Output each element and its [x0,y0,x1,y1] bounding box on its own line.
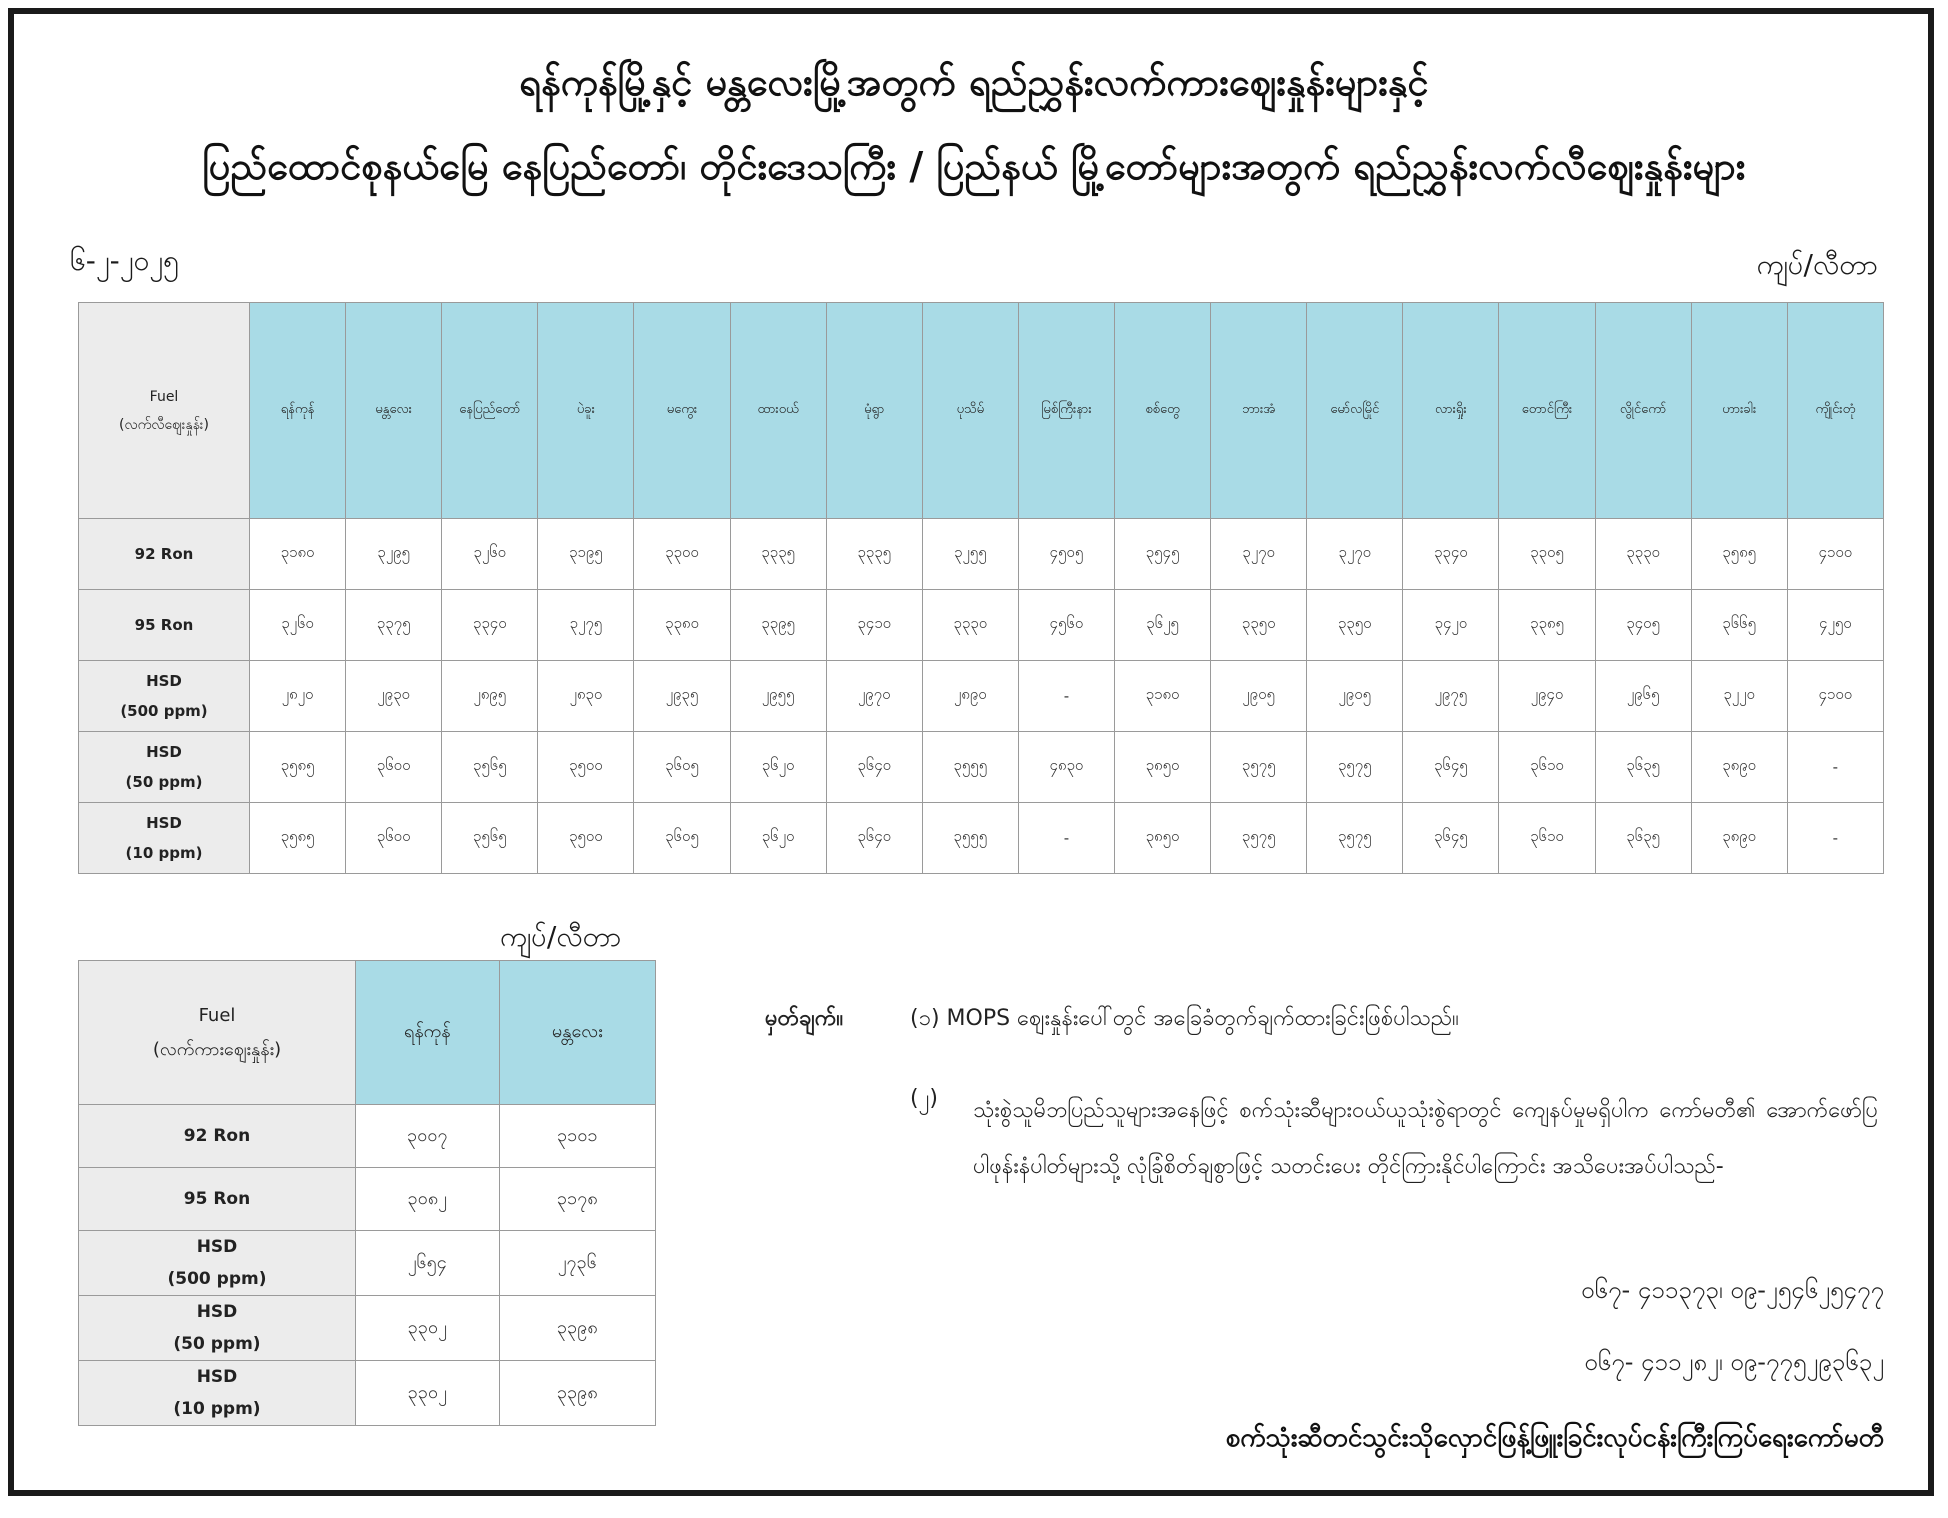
fuel-name: 92 Ron [134,545,194,563]
unit-label-retail: ကျပ်/လီတာ [1756,248,1878,281]
fuel-header-line1: Fuel [198,1004,236,1026]
price-cell: ၃၃၃၀ [1595,519,1691,590]
fuel-header-line2: (လက်ကားဈေးနှုန်း) [152,1038,282,1060]
fuel-header [79,303,250,519]
fuel-grade: (50 ppm) [173,1334,261,1354]
wholesale-price-table [78,960,656,1426]
price-cell: ၃၃၀၂ [356,1296,500,1361]
fuel-grade: (500 ppm) [167,1269,267,1289]
fuel-name: HSD [196,1302,238,1322]
price-cell: ၂၇၃၆ [499,1231,655,1296]
table-row [79,732,1884,803]
price-cell: ၂၈၂၀ [249,661,345,732]
price-cell: ၃၄၀၅ [1595,590,1691,661]
price-cell: ၂၉၀၅ [1307,661,1403,732]
price-cell: ၃၅၈၅ [1691,519,1787,590]
city-header: ထားဝယ် [730,303,826,519]
fuel-row-label [79,732,250,803]
price-cell: ၃၂၆၀ [442,519,538,590]
price-cell: ၃၁၀၁ [499,1105,655,1168]
price-cell: ၃၀၈၂ [356,1168,500,1231]
fuel-name: HSD [146,743,182,761]
price-cell: ၃၆၄၀ [826,803,922,874]
price-cell: ၃၂၅၅ [922,519,1018,590]
price-cell: - [1018,661,1114,732]
price-cell: - [1787,732,1883,803]
price-cell: ၃၁၈၀ [1114,661,1210,732]
city-header: လွိုင်ကော် [1595,303,1691,519]
wholesale-table-body [79,1105,656,1426]
notes-label: မှတ်ချက်။ [765,1006,844,1031]
price-cell: ၃၆၆၅ [1691,590,1787,661]
organization-name: စက်သုံးဆီတင်သွင်းသိုလှောင်ဖြန့်ဖြူးခြင်းလုပ်ငန်းကြီးကြပ်ရေးကော်မတီ [1225,1423,1884,1453]
price-cell: ၃၆၂၀ [730,803,826,874]
wholesale-table-header-row [79,961,656,1105]
phone-line-2: ၀၆၇- ၄၁၁၂၈၂၊ ၀၉-၇၇၅၂၉၃၆၃၂ [1584,1348,1884,1376]
fuel-name: HSD [196,1367,238,1387]
fuel-header-line1: Fuel [149,388,179,405]
fuel-row-label [79,803,250,874]
table-row [79,519,1884,590]
price-cell: ၃၃၉၅ [730,590,826,661]
city-header: မကွေး [634,303,730,519]
table-row [79,661,1884,732]
table-row [79,1105,656,1168]
price-cell: ၃၃၉၈ [499,1361,655,1426]
note-2: သုံးစွဲသူမိဘပြည်သူများအနေဖြင့် စက်သုံးဆီများဝယ်ယူသုံးစွဲရာတွင် ကျေနပ်မှုမရှိပါက ကော်မတီ၏ အောက်ဖော်ပြပါဖုန်းနံပါတ်များသို့ လုံခြုံစိတ်ချစွာဖြင့် သတင်းပေး တိုင်ကြားနိုင်ပါကြောင်း အသိပေးအပ်ပါသည်- [973,1098,1878,1179]
table-row [79,590,1884,661]
price-cell: ၂၉၄၀ [1499,661,1595,732]
price-cell: - [1787,803,1883,874]
price-cell: ၂၈၉၀ [922,661,1018,732]
price-cell: ၃၃၅၀ [1307,590,1403,661]
retail-price-table [78,302,1884,874]
price-cell: ၃၈၉၀ [1691,732,1787,803]
price-cell: ၂၉၇၅ [1403,661,1499,732]
title-line-1: ရန်ကုန်မြို့နှင့် မန္တလေးမြို့အတွက် ရည်ညွှန်းလက်ကားဈေးနှုန်းများနှင့် [519,60,1429,104]
price-cell: ၃၅၇၅ [1307,803,1403,874]
price-cell: ၃၆၄၀ [826,732,922,803]
fuel-grade: (10 ppm) [173,1399,261,1419]
price-cell: ၂၉၅၅ [730,661,826,732]
price-cell: ၄၁၀၀ [1787,519,1883,590]
price-cell: ၃၅၀၀ [538,803,634,874]
city-header: ရန်ကုန် [356,961,500,1105]
price-cell: ၃၆၃၅ [1595,732,1691,803]
note-2-number: (၂) [910,1086,938,1111]
price-cell: ၂၉၇၀ [826,661,922,732]
price-cell: ၃၃၇၅ [346,590,442,661]
price-cell: ၃၆၁၀ [1499,803,1595,874]
city-header: ကျိုင်းတုံ [1787,303,1883,519]
price-cell: ၃၈၉၀ [1691,803,1787,874]
price-cell: ၃၆၂၅ [1114,590,1210,661]
city-header: တောင်ကြီး [1499,303,1595,519]
fuel-name: HSD [146,814,182,832]
city-header: မော်လမြိုင် [1307,303,1403,519]
price-cell: ၃၂၇၀ [1307,519,1403,590]
price-cell: ၃၅၅၅ [922,732,1018,803]
price-cell: ၂၉၆၅ [1595,661,1691,732]
table-row [79,803,1884,874]
fuel-row-label [79,661,250,732]
city-header: ဘားအံ [1211,303,1307,519]
fuel-row-label [79,1296,356,1361]
price-cell: ၃၆၀၅ [634,803,730,874]
price-cell: ၃၅၈၅ [249,803,345,874]
price-cell: ၃၆၂၀ [730,732,826,803]
price-cell: ၃၃၀၀ [634,519,730,590]
price-cell: ၃၀၀၇ [356,1105,500,1168]
fuel-header-line2: (လက်လီဈေးနှုန်း) [119,416,209,433]
fuel-name: HSD [196,1237,238,1257]
city-header: နေပြည်တော် [442,303,538,519]
retail-table-header-row [79,303,1884,519]
fuel-header [79,961,356,1105]
table-row [79,1168,656,1231]
city-header: မြစ်ကြီးနား [1018,303,1114,519]
price-cell: ၃၃၈၀ [634,590,730,661]
price-cell: ၄၅၆၀ [1018,590,1114,661]
fuel-row-label [79,1361,356,1426]
price-cell: ၃၄၂၀ [1403,590,1499,661]
price-cell: ၃၃၃၅ [730,519,826,590]
phone-line-1: ၀၆၇- ၄၁၁၃၇၃၊ ၀၉-၂၅၄၆၂၅၄၇၇ [1581,1276,1884,1304]
fuel-name: 95 Ron [183,1189,251,1209]
price-cell: ၃၂၇၅ [538,590,634,661]
price-cell: ၃၅၆၅ [442,732,538,803]
price-cell: ၃၅၇၅ [1211,732,1307,803]
price-cell: ၃၅၅၅ [922,803,1018,874]
price-cell: ၂၈၉၅ [442,661,538,732]
fuel-row-label [79,519,250,590]
fuel-name: 95 Ron [134,616,194,634]
price-cell: ၄၅၀၅ [1018,519,1114,590]
table-row [79,1361,656,1426]
price-cell: ၂၉၀၅ [1211,661,1307,732]
table-row [79,1296,656,1361]
price-cell: ၂၆၅၄ [356,1231,500,1296]
price-cell: ၃၂၂၀ [1691,661,1787,732]
price-cell: ၃၄၁၀ [826,590,922,661]
price-cell: ၃၂၉၅ [346,519,442,590]
price-cell: ၂၈၃၀ [538,661,634,732]
price-cell: ၃၆၄၅ [1403,803,1499,874]
city-header: ရန်ကုန် [249,303,345,519]
price-cell: ၃၆၀၀ [346,803,442,874]
price-cell: ၃၅၇၅ [1307,732,1403,803]
fuel-name: HSD [146,672,182,690]
city-header: ပုသိမ် [922,303,1018,519]
price-cell: ၃၈၅၀ [1114,732,1210,803]
price-cell: ၃၃၄၀ [1403,519,1499,590]
price-cell: ၂၉၃၅ [634,661,730,732]
price-cell: ၃၅၈၅ [249,732,345,803]
fuel-row-label [79,1231,356,1296]
price-cell: ၃၃၀၅ [1499,519,1595,590]
price-cell: ၃၁၉၅ [538,519,634,590]
price-cell: ၃၆၃၅ [1595,803,1691,874]
price-cell: - [1018,803,1114,874]
city-header: လားရှိုး [1403,303,1499,519]
fuel-grade: (50 ppm) [125,773,203,791]
note-1: (၁) MOPS ဈေးနှုန်းပေါ်တွင် အခြေခံတွက်ချက်ထားခြင်းဖြစ်ပါသည်။ [910,1006,1459,1031]
fuel-row-label [79,1168,356,1231]
price-cell: ၃၆၀၅ [634,732,730,803]
city-header: မန္တလေး [346,303,442,519]
fuel-row-label [79,1105,356,1168]
price-cell: ၄၂၅၀ [1787,590,1883,661]
unit-label-wholesale: ကျပ်/လီတာ [500,920,622,953]
price-cell: ၃၃၃၀ [922,590,1018,661]
price-cell: ၃၃၉၈ [499,1296,655,1361]
price-cell: ၃၆၀၀ [346,732,442,803]
title-line-2: ပြည်ထောင်စုနယ်မြေ နေပြည်တော်၊ တိုင်းဒေသကြီး / ပြည်နယ် မြို့တော်များအတွက် ရည်ညွှန်းလက်လီဈေးနှုန်းများ [202,144,1746,188]
price-cell: ၃၃၃၅ [826,519,922,590]
fuel-name: 92 Ron [183,1126,251,1146]
fuel-grade: (500 ppm) [120,702,208,720]
city-header: မုံရွာ [826,303,922,519]
price-cell: ၄၈၃၀ [1018,732,1114,803]
city-header: စစ်တွေ [1114,303,1210,519]
city-header: ဟားခါး [1691,303,1787,519]
price-cell: ၃၁၈၀ [249,519,345,590]
price-cell: ၃၁၇၈ [499,1168,655,1231]
fuel-grade: (10 ppm) [125,844,203,862]
price-cell: ၃၅၆၅ [442,803,538,874]
retail-table-body [79,519,1884,874]
price-cell: ၃၃၅၀ [1211,590,1307,661]
price-cell: ၃၃၈၅ [1499,590,1595,661]
price-cell: ၃၅၄၅ [1114,519,1210,590]
price-cell: ၃၂၇၀ [1211,519,1307,590]
date: ၆-၂-၂၀၂၅ [70,244,179,277]
price-cell: ၃၂၆၀ [249,590,345,661]
price-cell: ၃၈၅၀ [1114,803,1210,874]
price-cell: ၂၉၃၀ [346,661,442,732]
price-cell: ၃၆၁၀ [1499,732,1595,803]
city-header: မန္တလေး [499,961,655,1105]
price-cell: ၃၅၀၀ [538,732,634,803]
price-cell: ၃၃၀၂ [356,1361,500,1426]
price-cell: ၃၅၇၅ [1211,803,1307,874]
fuel-row-label [79,590,250,661]
table-row [79,1231,656,1296]
city-header: ပဲခူး [538,303,634,519]
price-cell: ၄၁၀၀ [1787,661,1883,732]
price-cell: ၃၆၄၅ [1403,732,1499,803]
price-cell: ၃၃၄၀ [442,590,538,661]
